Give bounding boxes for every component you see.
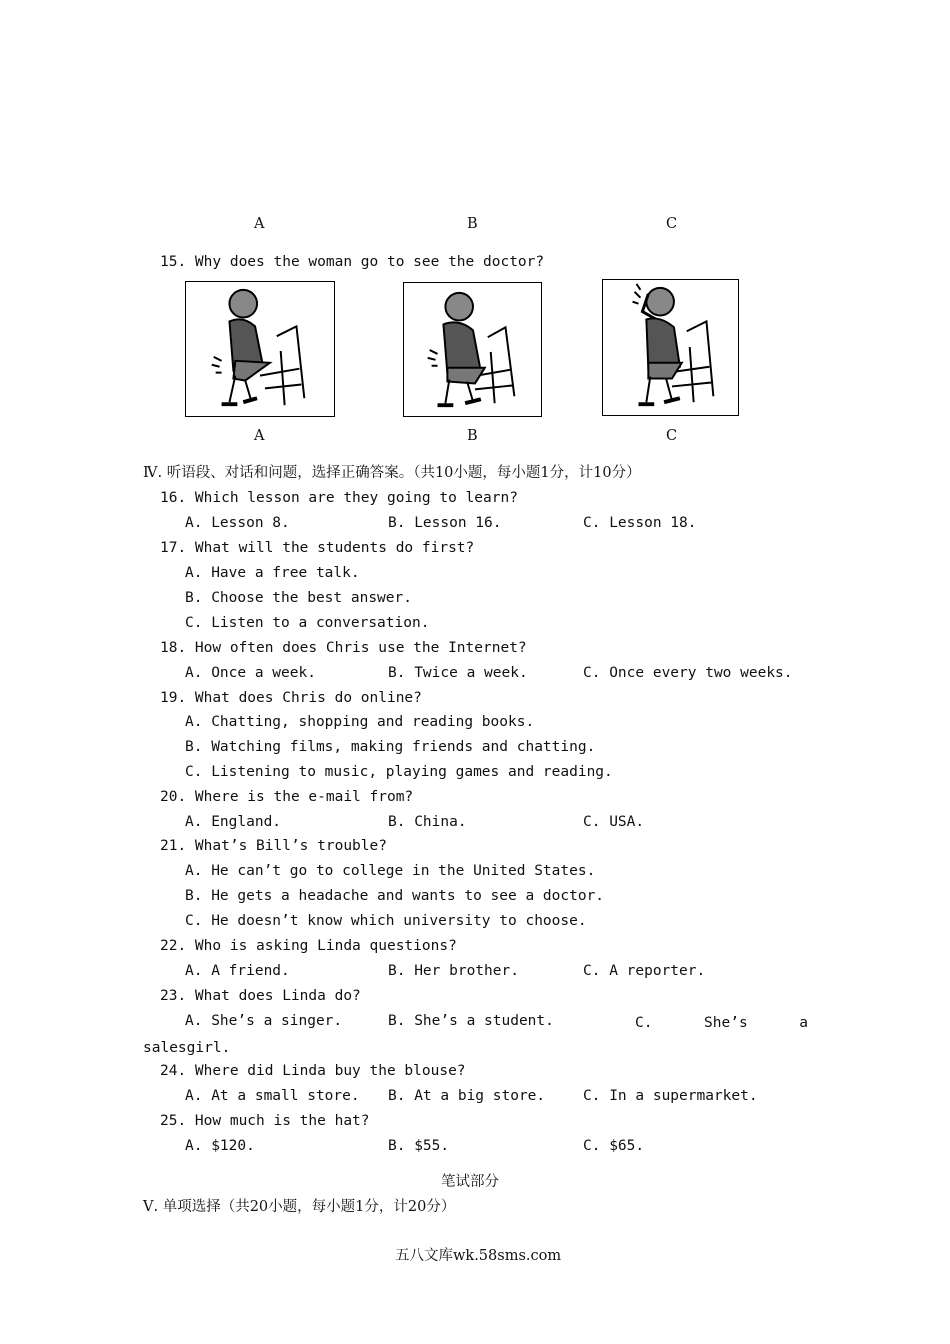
q19-option-c: C. Listening to music, playing games and reading. xyxy=(185,764,613,780)
q17-question: 17. What will the students do first? xyxy=(160,540,475,556)
q20-option-c: C. USA. xyxy=(583,814,645,830)
q25-option-b: B. $55. xyxy=(388,1138,450,1154)
q14-label-b: B xyxy=(467,216,478,232)
q15-label-a: A xyxy=(254,428,265,444)
q23-question: 23. What does Linda do? xyxy=(160,988,361,1004)
q18-option-a: A. Once a week. xyxy=(185,665,316,681)
q23-option-c: C. She’s a salesgirl. xyxy=(143,1015,808,1056)
q15-label-b: B xyxy=(467,428,478,444)
woman-holding-knee-icon xyxy=(186,282,334,416)
q25-option-c: C. $65. xyxy=(583,1138,645,1154)
footer-watermark: 五八文库wk.58sms.com xyxy=(395,1248,562,1264)
q23-option-b: B. She’s a student. xyxy=(388,1013,554,1029)
q24-option-a: A. At a small store. xyxy=(185,1088,360,1104)
q20-question: 20. Where is the e-mail from? xyxy=(160,789,414,805)
q15-picture-b xyxy=(403,282,542,417)
q22-option-b: B. Her brother. xyxy=(388,963,519,979)
written-part-heading: 笔试部分 xyxy=(441,1174,499,1190)
q24-option-c: C. In a supermarket. xyxy=(583,1088,758,1104)
q20-option-b: B. China. xyxy=(388,814,467,830)
q25-option-a: A. $120. xyxy=(185,1138,255,1154)
q16-question: 16. Which lesson are they going to learn? xyxy=(160,490,518,506)
q15-question: 15. Why does the woman go to see the doctor? xyxy=(160,254,545,270)
q17-option-b: B. Choose the best answer. xyxy=(185,590,412,606)
q15-picture-c xyxy=(602,279,739,416)
q21-option-b: B. He gets a headache and wants to see a doctor. xyxy=(185,888,605,904)
q21-option-c: C. He doesn’t know which university to choose. xyxy=(185,913,587,929)
q18-option-c: C. Once every two weeks. xyxy=(583,665,793,681)
q21-question: 21. What’s Bill’s trouble? xyxy=(160,838,387,854)
woman-holding-head-icon xyxy=(603,280,738,415)
q17-option-c: C. Listen to a conversation. xyxy=(185,615,430,631)
q18-option-b: B. Twice a week. xyxy=(388,665,528,681)
q22-question: 22. Who is asking Linda questions? xyxy=(160,938,457,954)
q19-option-b: B. Watching films, making friends and chatting. xyxy=(185,739,596,755)
q16-option-a: A. Lesson 8. xyxy=(185,515,290,531)
q23-option-a: A. She’s a singer. xyxy=(185,1013,343,1029)
q16-option-c: C. Lesson 18. xyxy=(583,515,697,531)
q24-option-b: B. At a big store. xyxy=(388,1088,546,1104)
section-5-title: Ⅴ. 单项选择（共20小题，每小题1分，计20分） xyxy=(143,1199,456,1215)
q19-question: 19. What does Chris do online? xyxy=(160,690,422,706)
q20-option-a: A. England. xyxy=(185,814,282,830)
q17-option-a: A. Have a free talk. xyxy=(185,565,360,581)
q14-label-c: C xyxy=(666,216,678,232)
q15-label-c: C xyxy=(666,428,678,444)
q16-option-b: B. Lesson 16. xyxy=(388,515,502,531)
section-4-title: Ⅳ. 听语段、对话和问题，选择正确答案。（共10小题，每小题1分，计10分） xyxy=(143,465,641,481)
q24-question: 24. Where did Linda buy the blouse? xyxy=(160,1063,466,1079)
q19-option-a: A. Chatting, shopping and reading books. xyxy=(185,714,535,730)
q25-question: 25. How much is the hat? xyxy=(160,1113,370,1129)
q22-option-c: C. A reporter. xyxy=(583,963,706,979)
q18-question: 18. How often does Chris use the Internet? xyxy=(160,640,527,656)
q14-label-a: A xyxy=(254,216,265,232)
q15-picture-a xyxy=(185,281,335,417)
q21-option-a: A. He can’t go to college in the United States. xyxy=(185,863,596,879)
q22-option-a: A. A friend. xyxy=(185,963,290,979)
woman-holding-stomach-icon xyxy=(404,283,541,416)
